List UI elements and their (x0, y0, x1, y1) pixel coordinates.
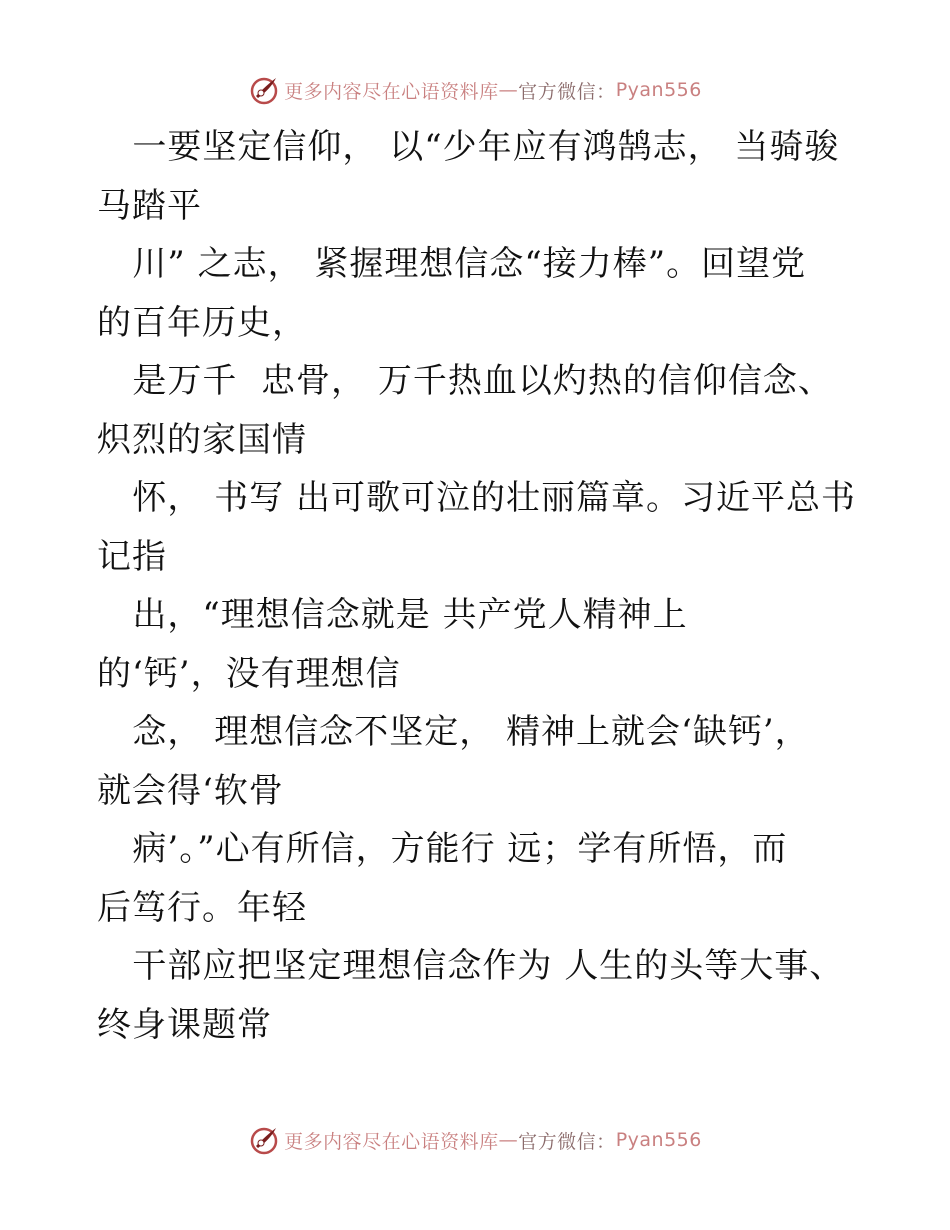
watermark-wechat-id: Pyan556 (615, 79, 702, 101)
body-line: 的百年历史， (97, 302, 307, 343)
body-line: 出，“理想信念就是 共产党人精神上 (97, 595, 688, 635)
watermark-dash: — (498, 1129, 519, 1151)
body-line: 念， 理想信念不坚定， 精神上就会‘缺钙’， (97, 712, 810, 752)
watermark-main-text: 更多内容尽在心语资料库 (284, 1130, 499, 1153)
body-line: 病’。”心有所信，方能行 远；学有所悟，而 (97, 829, 788, 869)
body-line: 的‘钙’，没有理想信 (97, 653, 401, 694)
body-line: 记指 (97, 536, 167, 577)
body-line: 川” 之志， 紧握理想信念“接力棒”。回望党 (97, 244, 807, 284)
body-line: 就会得‘软骨 (97, 770, 284, 811)
body-line: 马踏平 (97, 185, 202, 226)
body-line: 后笃行。年轻 (97, 887, 307, 928)
watermark-wechat-id: Pyan556 (615, 1129, 702, 1151)
body-line: 终身课题常 (97, 1004, 272, 1045)
body-line: 干部应把坚定理想信念作为 人生的头等大事、 (97, 946, 845, 986)
header-watermark (0, 70, 950, 110)
watermark-official-label: 官方微信： (518, 80, 616, 103)
watermark-official-label: 官方微信： (518, 1130, 616, 1153)
quill-circle-logo-icon (248, 74, 280, 106)
body-line: 是万千 忠骨， 万千热血以灼热的信仰信念、 (97, 361, 833, 401)
body-line: 一要坚定信仰， 以“少年应有鸿鹄志， 当骑骏 (97, 127, 840, 167)
footer-watermark (0, 1120, 950, 1160)
quill-circle-logo-icon (248, 1124, 280, 1156)
body-line: 炽烈的家国情 (97, 419, 307, 460)
body-line: 怀， 书写 出可歌可泣的壮丽篇章。习近平总书 (97, 478, 857, 518)
document-body (97, 118, 857, 1054)
watermark-dash: — (498, 79, 519, 101)
watermark-main-text: 更多内容尽在心语资料库 (284, 80, 499, 103)
